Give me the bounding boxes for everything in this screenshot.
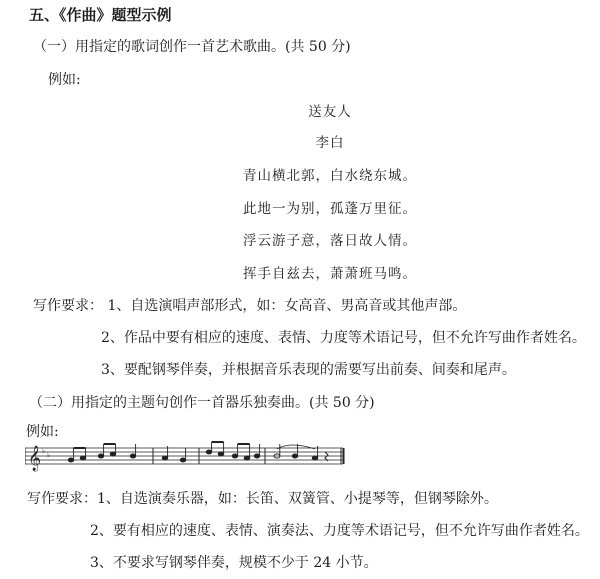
part1-requirement-2: 2、作品中要有相应的速度、表情、力度等术语记号，但不允许写曲作者姓名。 <box>101 330 586 346</box>
part2-example-label: 例如: <box>26 424 59 440</box>
poem-line-4: 挥手自兹去，萧萧班马鸣。 <box>243 266 417 282</box>
treble-clef-icon: 𝄞 <box>28 446 42 471</box>
key-signature-flat-icon-2: ♭ <box>47 451 51 459</box>
measure-1-notes <box>68 444 136 462</box>
measure-4-notes <box>274 444 328 461</box>
part2-requirement-3: 3、不要求写钢琴伴奏，规模不少于 24 小节。 <box>90 555 378 571</box>
poem-line-1: 青山横北郭，白水绕东城。 <box>243 168 417 184</box>
poem-line-2: 此地一为别，孤蓬万里征。 <box>243 201 417 217</box>
poem-line-3: 浮云游子意，落日故人情。 <box>243 233 417 249</box>
part1-requirement-3: 3、要配钢琴伴奏，并根据音乐表现的需要写出前奏、间奏和尾声。 <box>101 362 516 378</box>
measure-3-notes <box>206 442 260 460</box>
part1-example-label: 例如: <box>48 72 81 88</box>
part2-requirement-1: 写作要求：1、自选演奏乐器，如：长笛、双簧管、小提琴等，但钢琴除外。 <box>27 491 498 507</box>
poem-author: 李白 <box>315 135 345 151</box>
key-signature-flat-icon: ♭ <box>42 447 46 455</box>
part1-requirement-1: 写作要求： 1、自选演唱声部形式，如：女高音、男高音或其他声部。 <box>33 298 467 314</box>
music-staff <box>25 440 350 472</box>
poem-title: 送友人 <box>308 104 352 120</box>
part2-requirement-2: 2、要有相应的速度、表情、演奏法、力度等术语记号，但不允许写曲作者姓名。 <box>90 523 589 539</box>
part1-heading: （一）用指定的歌词创作一首艺术歌曲。(共 50 分) <box>33 39 351 55</box>
part2-heading: （二）用指定的主题句创作一首器乐独奏曲。(共 50 分) <box>29 395 375 411</box>
section-title: 五、《作曲》题型示例 <box>29 6 172 24</box>
